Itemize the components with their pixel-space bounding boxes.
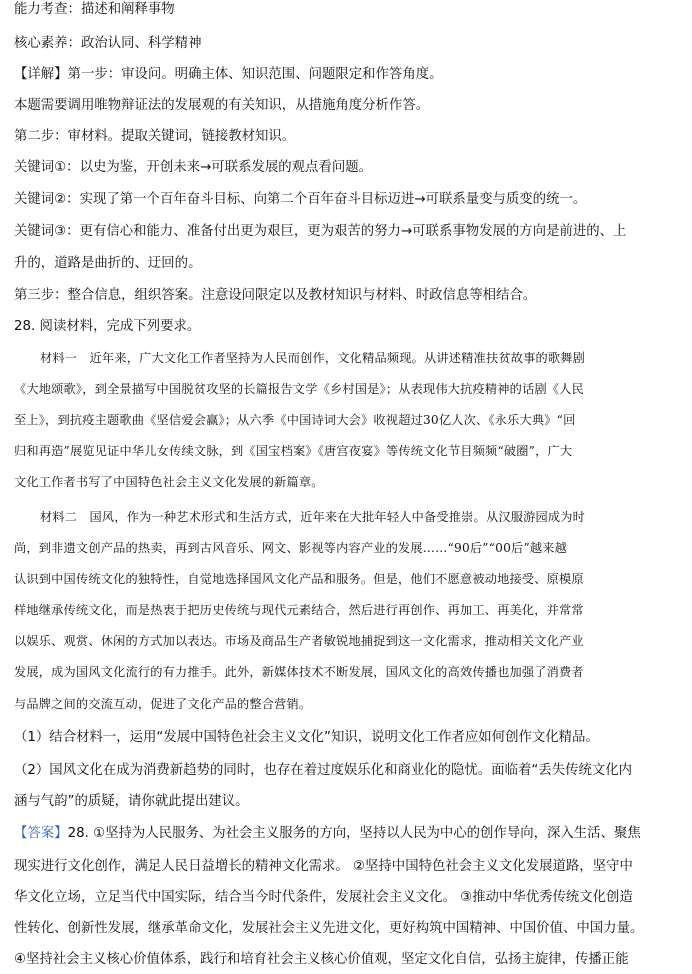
keyword-1: 关键词①：以史为鉴，开创未来→可联系发展的观点看问题。 — [14, 160, 372, 175]
answer-line: ④坚持社会主义核心价值体系，践行和培育社会主义核心价值观，坚定文化自信，弘扬主旋律，传播正能 — [14, 952, 629, 967]
answer-line: 现实进行文化创作，满足人民日益增长的精神文化需求。 ②坚持中国特色社会主义文化发展道路，坚守中 — [14, 859, 633, 874]
sub-question-2-cont: 涵与气韵”的质疑，请你就此提出建议。 — [14, 794, 249, 809]
keyword-2: 关键词②：实现了第一个百年奋斗目标、向第二个百年奋斗目标迈进→可联系量变与质变的统一。 — [14, 192, 587, 207]
detail-step2: 第二步：审材料。提取关键词，链接教材知识。 — [14, 129, 296, 144]
answer-line: 性转化、创新性发展，继承革命文化，发展社会主义先进文化，更好构筑中国精神、中国价值、中国力量。 — [14, 921, 644, 936]
material1-line: 至上》，到抗疫主题歌曲《坚信爱会赢》；从六季《中国诗词大会》收视超过30亿人次、《永乐大典》“回 — [14, 413, 576, 427]
material2-line: 尚，到非遗文创产品的热卖，再到古风音乐、网文、影视等内容产业的发展……“90后”“00后”越来越 — [14, 541, 568, 555]
sub-question-2: （2）国风文化在成为消费新趋势的同时，也存在着过度娱乐化和商业化的隐忧。面临着“丢失传统文化内 — [14, 763, 633, 778]
literacy-line: 核心素养：政治认同、科学精神 — [14, 36, 202, 51]
answer-text: 28. ①坚持为人民服务、为社会主义服务的方向，坚持以人民为中心的创作导向，深入生活、聚焦 — [67, 826, 641, 841]
material2-line: 材料二 国风，作为一种艺术形式和生活方式，近年来在大批年轻人中备受推崇。从汉服游园成为时 — [40, 510, 586, 524]
answer-line: 华文化立场，立足当代中国实际，结合当今时代条件，发展社会主义文化。 ③推动中华优秀传统文化创造 — [14, 890, 633, 905]
sub-question-1: （1）结合材料一，运用“发展中国特色社会主义文化”知识，说明文化工作者应如何创作文化精品。 — [14, 730, 599, 745]
question-28-title: 28. 阅读材料，完成下列要求。 — [14, 319, 201, 334]
answer-label: 【答案】 — [14, 826, 68, 841]
detail-step3: 第三步：整合信息，组织答案。注意设问限定以及教材知识与材料、时政信息等相结合。 — [14, 288, 537, 303]
material2-line: 样地继承传统文化，而是热衷于把历史传统与现代元素结合，然后进行再创作、再加工、再美化，并常常 — [14, 603, 584, 617]
material2-line: 发展，成为国风文化流行的有力推手。此外，新媒体技术不断发展，国风文化的高效传播也加强了消费者 — [14, 665, 584, 679]
material2-line: 认识到中国传统文化的独特性，自觉地选择国风文化产品和服务。但是，他们不愿意被动地接受、原模原 — [14, 572, 584, 586]
keyword-3: 关键词③：更有信心和能力、准备付出更为艰巨，更为艰苦的努力→可联系事物发展的方向是前进的、上 — [14, 224, 627, 239]
material2-line: 与品牌之间的交流互动，促进了文化产品的整合营销。 — [14, 697, 312, 711]
ability-line: 能力考查：描述和阐释事物 — [14, 2, 175, 17]
material2-line: 以娱乐、观赏、休闲的方式加以表达。市场及商品生产者敏锐地捕捉到这一文化需求，推动相关文化产业 — [14, 634, 584, 648]
detail-step1: 【详解】第一步：审设问。明确主体、知识范围、问题限定和作答角度。 — [14, 67, 443, 82]
material1-line: 归和再造”展览见证中华儿女传续文脉，到《国宝档案》《唐宫夜宴》等传统文化节目频频“破圈”，广大 — [14, 444, 573, 458]
answer-line — [14, 824, 678, 844]
keyword-3-cont: 升的，道路是曲折的、迂回的。 — [14, 256, 202, 271]
material1-line: 《大地颂歌》，到全景描写中国脱贫攻坚的长篇报告文学《乡村国是》；从表现伟大抗疫精神的话剧《人民 — [14, 382, 585, 396]
material1-line: 文化工作者书写了中国特色社会主义文化发展的新篇章。 — [14, 475, 324, 489]
detail-step1-b: 本题需要调用唯物辩证法的发展观的有关知识，从措施角度分析作答。 — [14, 98, 430, 113]
material1-line: 材料一 近年来，广大文化工作者坚持为人民而创作，文化精品频现。从讲述精准扶贫故事的歌舞剧 — [40, 351, 586, 365]
